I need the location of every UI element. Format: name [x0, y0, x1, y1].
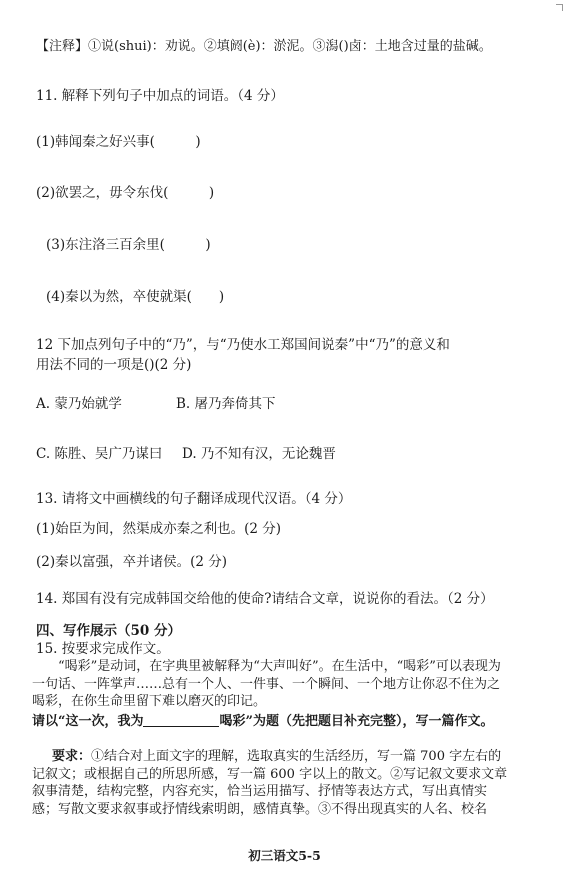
page-footer: 初三语文5-5	[248, 848, 321, 863]
page-corner-mark	[556, 4, 563, 11]
question-12-option-c: C. 陈胜、吴广乃谋曰	[36, 446, 163, 462]
question-14-title: 14. 郑国有没有完成韩国交给他的使命?请结合文章，说说你的看法。（2 分）	[36, 591, 494, 607]
question-13-item-2: (2)秦以富强，卒并诸侯。(2 分)	[36, 554, 228, 570]
question-13-title: 13. 请将文中画横线的句子翻译成现代汉语。（4 分）	[36, 491, 352, 507]
writing-passage: “喝彩”是动词，在字典里被解释为“大声叫好”。在生活中，“喝彩”可以表现为一句话、一阵掌声……总有一个人、一件事、一个瞬间、一个地方让你忍不住为之喝彩，在你生命里留下难以磨灭的印记。	[32, 659, 501, 710]
writing-requirements	[32, 748, 512, 818]
question-12-option-b: B. 屠乃奔倚其下	[176, 396, 276, 412]
question-12-title-line2: 用法不同的一项是()(2 分)	[36, 357, 192, 373]
question-12-option-d: D. 乃不知有汉，无论魏晋	[182, 446, 336, 462]
question-11-title: 11. 解释下列句子中加点的词语。（4 分）	[36, 88, 284, 104]
question-11-item-1: (1)韩闻秦之好兴事( )	[36, 134, 201, 150]
question-11-item-4: (4)秦以为然，卒使就渠( )	[46, 289, 225, 305]
question-13-item-1: (1)始臣为间，然渠成亦秦之利也。(2 分)	[36, 521, 282, 537]
question-11-item-3: (3)东注洛三百余里( )	[46, 237, 211, 253]
annotation-note: 【注释】①说(shui)：劝说。②填阏(è)：淤泥。③潟()卤：土地含过量的盐碱。	[36, 39, 492, 54]
question-12-title-line1: 12 下加点列句子中的“乃”，与“乃使水工郑国间说秦”中“乃”的意义和	[36, 337, 450, 353]
question-12-option-a: A. 蒙乃始就学	[36, 396, 122, 412]
requirements-label: 要求：	[52, 749, 92, 764]
writing-prompt	[32, 712, 512, 731]
question-15-title: 15. 按要求完成作文。	[36, 641, 170, 657]
writing-prompt-prefix: 请以“这一次，我为	[32, 714, 144, 729]
section-4-heading: 四、写作展示（50 分）	[36, 623, 181, 639]
writing-prompt-suffix: 喝彩”为题（先把题目补充完整），写一篇作文。	[219, 714, 494, 729]
question-11-item-2: (2)欲罢之，毋令东伐( )	[36, 185, 215, 201]
title-blank	[143, 712, 219, 727]
requirements-text: ①结合对上面文字的理解，选取真实的生活经历，写一篇 700 字左右的记叙文；或根据自己的所思所感，写一篇 600 字以上的散文。②写记叙文要求文章叙事清楚，结构完整，内容充实，恰当运用描写、抒情等表达方式，写出真情实感；写散文要求叙事或抒情线索明朗，感情真挚。③不得出现真实的人名、校名	[32, 749, 508, 817]
